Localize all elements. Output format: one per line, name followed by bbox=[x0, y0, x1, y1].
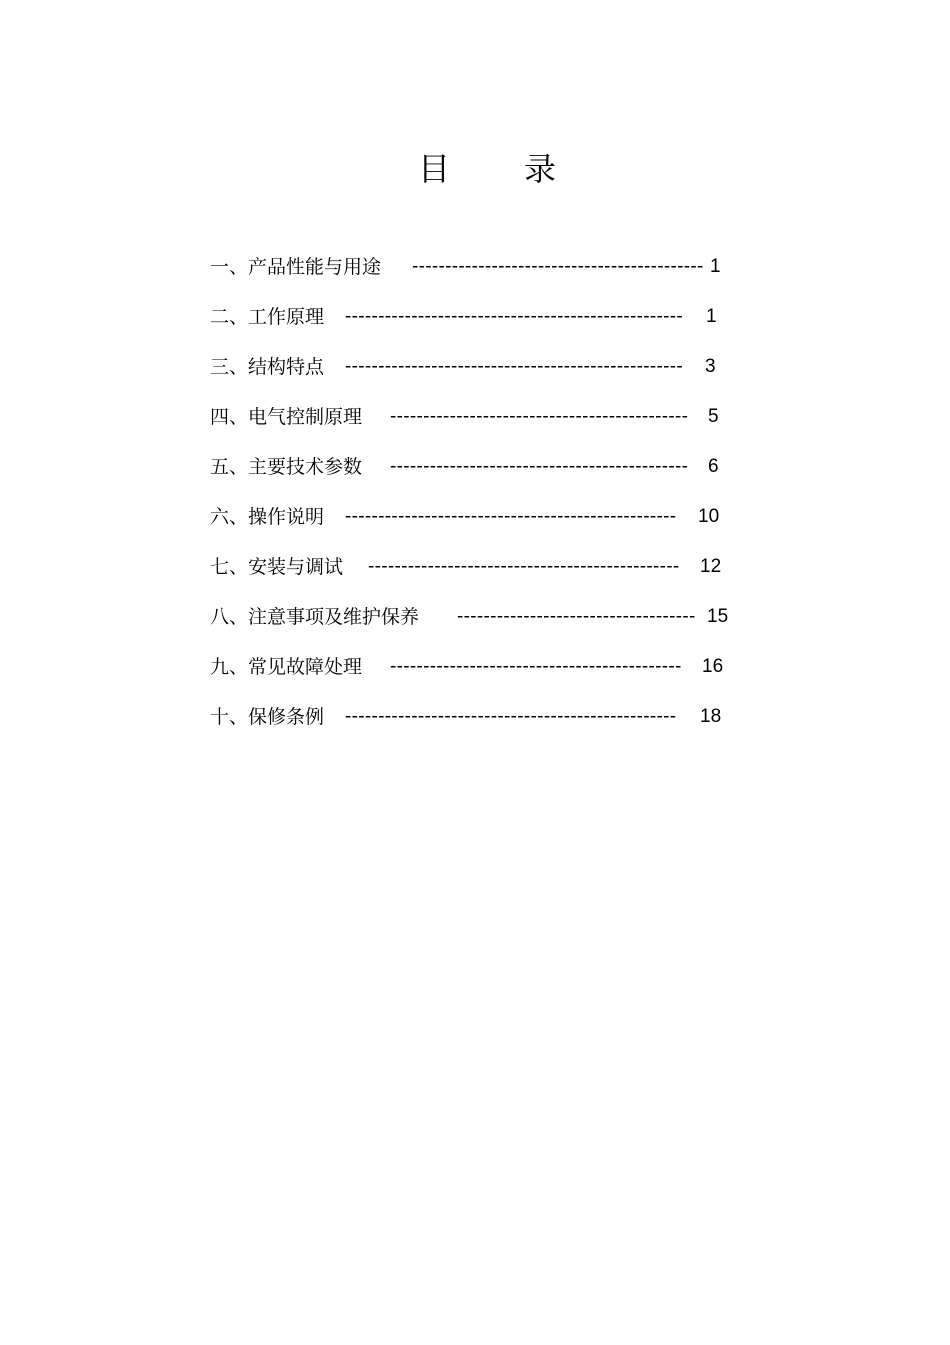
toc-entry-label: 八、注意事项及维护保养 bbox=[210, 606, 420, 628]
title-char-1: 目 bbox=[418, 150, 451, 188]
toc-leader: --------------------------------------------- bbox=[390, 456, 689, 477]
toc-entry-label: 九、常见故障处理 bbox=[210, 656, 363, 678]
toc-entry-4[interactable] bbox=[210, 402, 750, 452]
toc-entry-6[interactable] bbox=[210, 502, 750, 552]
toc-entry-label: 二、工作原理 bbox=[210, 306, 325, 328]
toc-page-number: 1 bbox=[706, 306, 717, 327]
toc-leader: -------------------------------------------- bbox=[390, 656, 682, 677]
toc-page-number: 10 bbox=[698, 506, 720, 527]
toc-entry-label: 七、安装与调试 bbox=[210, 556, 344, 578]
toc-entry-label: 五、主要技术参数 bbox=[210, 456, 363, 478]
toc-entry-label: 一、产品性能与用途 bbox=[210, 256, 382, 278]
table-of-contents bbox=[210, 252, 750, 752]
toc-entry-label: 六、操作说明 bbox=[210, 506, 325, 528]
toc-entry-2[interactable] bbox=[210, 302, 750, 352]
toc-page-number: 15 bbox=[707, 606, 729, 627]
toc-page-number: 16 bbox=[702, 656, 724, 677]
toc-leader: --------------------------------------------- bbox=[390, 406, 689, 427]
toc-leader: -------------------------------------------------- bbox=[345, 706, 677, 727]
toc-page-number: 12 bbox=[700, 556, 722, 577]
toc-entry-label: 十、保修条例 bbox=[210, 706, 325, 728]
toc-entry-8[interactable] bbox=[210, 602, 750, 652]
toc-page-number: 5 bbox=[708, 406, 719, 427]
toc-leader: -------------------------------------------- bbox=[412, 256, 704, 277]
toc-entry-10[interactable] bbox=[210, 702, 750, 752]
toc-leader: ------------------------------------ bbox=[457, 606, 696, 627]
toc-leader: ----------------------------------------------- bbox=[368, 556, 680, 577]
toc-page-number: 3 bbox=[705, 356, 716, 377]
toc-leader: -------------------------------------------------- bbox=[345, 506, 677, 527]
toc-page-number: 1 bbox=[710, 256, 721, 277]
toc-entry-1[interactable] bbox=[210, 252, 750, 302]
toc-page-number: 18 bbox=[700, 706, 722, 727]
toc-entry-9[interactable] bbox=[210, 652, 750, 702]
toc-entry-3[interactable] bbox=[210, 352, 750, 402]
toc-leader: --------------------------------------------------- bbox=[345, 306, 683, 327]
page-title bbox=[0, 146, 950, 196]
toc-entry-label: 三、结构特点 bbox=[210, 356, 325, 378]
toc-page-number: 6 bbox=[708, 456, 719, 477]
title-char-2: 录 bbox=[524, 150, 557, 188]
toc-entry-label: 四、电气控制原理 bbox=[210, 406, 363, 428]
toc-leader: --------------------------------------------------- bbox=[345, 356, 683, 377]
toc-entry-5[interactable] bbox=[210, 452, 750, 502]
toc-entry-7[interactable] bbox=[210, 552, 750, 602]
